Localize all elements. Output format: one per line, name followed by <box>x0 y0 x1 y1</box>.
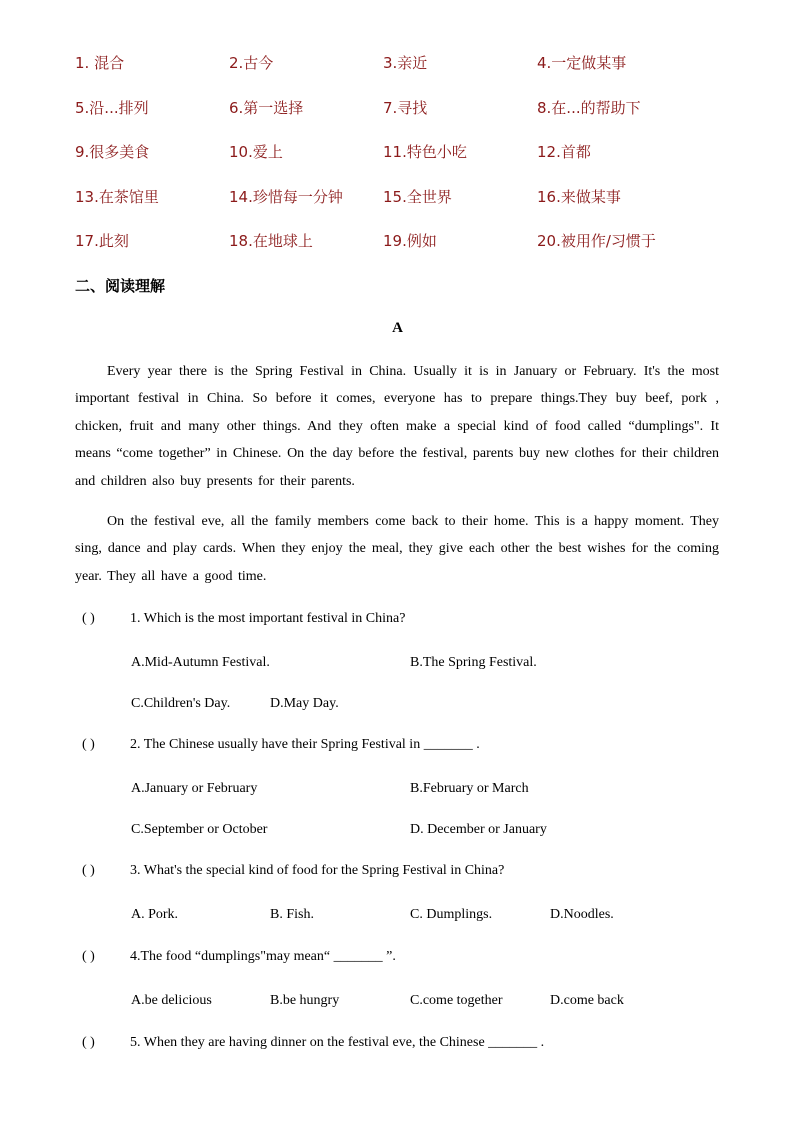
option-a[interactable]: A.January or February <box>131 781 258 796</box>
option-b[interactable]: B.The Spring Festival. <box>410 655 537 670</box>
option-a[interactable]: A.be delicious <box>131 993 212 1008</box>
question-4 <box>82 949 396 965</box>
option-c[interactable]: C. Dumplings. <box>410 907 493 922</box>
vocab-item: 12.首都 <box>537 143 591 161</box>
vocab-item: 16.来做某事 <box>537 187 621 206</box>
vocab-item: 17.此刻 <box>75 232 129 250</box>
answer-blank[interactable]: ( ) <box>82 1035 95 1050</box>
vocab-item: 11.特色小吃 <box>383 143 467 161</box>
question-1 <box>82 611 405 627</box>
vocab-item: 10.爱上 <box>229 143 283 161</box>
option-b[interactable]: B.be hungry <box>270 993 340 1008</box>
option-d[interactable]: D.May Day. <box>270 696 339 711</box>
vocab-item: 7.寻找 <box>383 98 428 117</box>
option-c[interactable]: C.September or October <box>131 822 268 837</box>
answer-blank[interactable]: ( ) <box>82 737 95 752</box>
vocab-item: 15.全世界 <box>383 187 452 206</box>
option-b[interactable]: B. Fish. <box>270 907 314 922</box>
vocab-item: 13.在茶馆里 <box>75 187 159 206</box>
question-text: 2. The Chinese usually have their Spring Festival in _______ . <box>130 737 480 752</box>
question-text: 4.The food “dumplings"may mean“ _______ ”. <box>130 949 396 964</box>
passage-label: A <box>392 320 403 336</box>
vocab-item: 5.沿...排列 <box>75 98 149 117</box>
option-c[interactable]: C.come together <box>410 993 503 1008</box>
question-text: 3. What's the special kind of food for the Spring Festival in China? <box>130 863 505 878</box>
vocab-item: 4.一定做某事 <box>537 54 627 72</box>
question-2 <box>82 737 480 753</box>
question-text: 1. Which is the most important festival in China? <box>130 611 406 626</box>
vocab-item: 2.古今 <box>229 54 274 72</box>
option-a[interactable]: A.Mid-Autumn Festival. <box>131 655 270 670</box>
option-d[interactable]: D.come back <box>550 993 624 1008</box>
answer-blank[interactable]: ( ) <box>82 863 95 878</box>
question-3 <box>82 863 504 879</box>
vocab-item: 9.很多美食 <box>75 143 150 161</box>
vocab-item: 6.第一选择 <box>229 98 304 117</box>
vocab-item: 20.被用作/习惯于 <box>537 232 656 250</box>
question-text: 5. When they are having dinner on the festival eve, the Chinese _______ . <box>130 1035 545 1050</box>
vocab-item: 3.亲近 <box>383 54 428 72</box>
vocab-item: 14.珍惜每一分钟 <box>229 187 343 206</box>
option-d[interactable]: D.Noodles. <box>550 907 614 922</box>
section-title: 二、阅读理解 <box>75 277 166 295</box>
question-5 <box>82 1035 544 1051</box>
option-a[interactable]: A. Pork. <box>131 907 179 922</box>
passage-paragraph: Every year there is the Spring Festival in China. Usually it is in January or February. It's the most important festival in China. So before it comes, everyone has to prepare things.They buy beef, pork , chicken, fruit and many other things. And they often make a special kind of food called “dumplings". It means “come together” in Chinese. On the day before the festival, parents buy new clothes for their children and children also buy presents for their parents. <box>75 364 719 489</box>
vocabulary-grid <box>75 52 735 275</box>
vocab-item: 19.例如 <box>383 232 437 250</box>
passage-paragraph: On the festival eve, all the family members come back to their home. This is a happy moment. They sing, dance and play cards. When they enjoy the meal, they give each other the best wishes for the coming year. They all have a good time. <box>75 514 719 584</box>
answer-blank[interactable]: ( ) <box>82 949 95 964</box>
vocab-item: 8.在...的帮助下 <box>537 98 641 117</box>
option-c[interactable]: C.Children's Day. <box>131 696 231 711</box>
option-d[interactable]: D. December or January <box>410 822 547 837</box>
option-b[interactable]: B.February or March <box>410 781 529 796</box>
vocab-item: 1. 混合 <box>75 54 125 72</box>
answer-blank[interactable]: ( ) <box>82 611 95 626</box>
vocab-item: 18.在地球上 <box>229 232 313 250</box>
